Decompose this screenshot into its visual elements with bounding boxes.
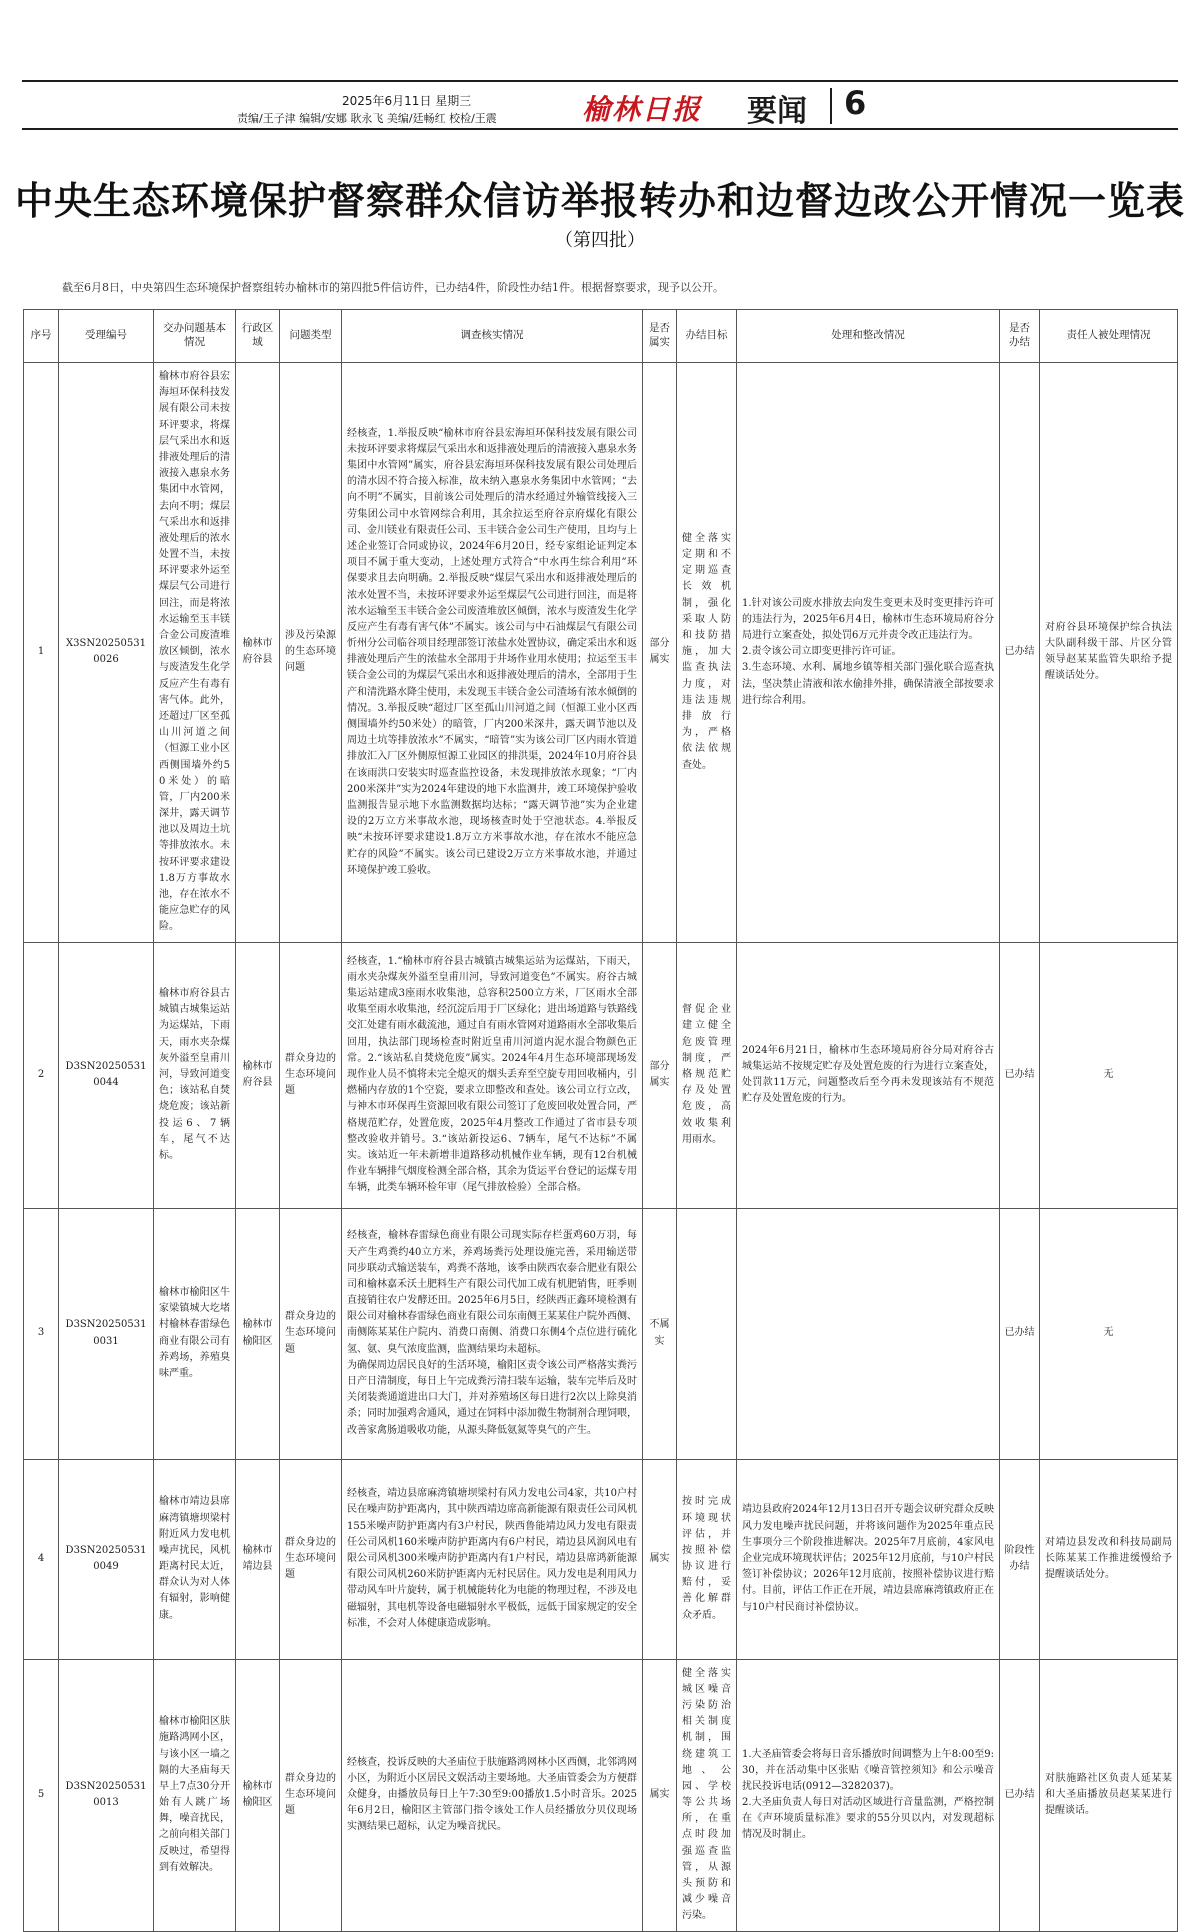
row-handling: [737, 1208, 1000, 1459]
issue-date: 2025年6月11日 星期三: [342, 94, 472, 108]
table-row: [24, 363, 1178, 943]
row-problem: 榆林市府谷县宏海垣环保科技发展有限公司未按环评要求，将煤层气采出水和返排液处理后的清液接入惠泉水务集团中水管网，去向不明；煤层气采出水和返排液处理后的浓水处置不当，未按环评要求外运至煤层气公司进行回注，而是将浓水运输至玉丰镁合金公司废渣堆放区倾倒，浓水与废渣发生化学反应产生有毒有害气体。此外，还超过厂区至孤山川河道之间（恒源工业小区西侧围墙外约50米处）的暗管，厂内200米深井，露天调节池以及周边土坑等排放浓水。未按环评要求建设1.8万方事故水池，存在浓水不能应急贮存的风险。: [154, 363, 236, 943]
row-goal: 督促企业建立健全危废管理制度，严格规范贮存及处置危废，高效收集利用雨水。: [677, 942, 737, 1208]
row-code: X3SN202505310026: [59, 363, 154, 943]
table-row: [24, 1208, 1178, 1459]
row-done: 已办结: [1000, 1208, 1040, 1459]
row-problem: 榆林市府谷县古城镇古城集运站为运煤站，下雨天，雨水夹杂煤灰外溢至皇甫川河，导致河道变色；该站私自焚烧危废；该站新投运6、7辆车，尾气不达标。: [154, 942, 236, 1208]
row-code: D3SN202505310049: [59, 1459, 154, 1659]
row-region: 榆林市榆阳区: [236, 1659, 280, 1931]
row-true-status: 部分属实: [643, 363, 677, 943]
row-type: 群众身边的生态环境问题: [280, 942, 342, 1208]
row-region: 榆林市府谷县: [236, 363, 280, 943]
row-responsible: 无: [1040, 1208, 1178, 1459]
row-code: D3SN202505310044: [59, 942, 154, 1208]
row-done: 已办结: [1000, 942, 1040, 1208]
row-handling: 1.大圣庙管委会将每日音乐播放时间调整为上午8:00至9:30，并在活动集中区张贴《噪音管控须知》和公示噪音扰民投诉电话(0912—3282037)。 2.大圣庙负责人每日对活动区域进行音量监测，严格控制在《声环境质量标准》要求的55分贝以内，对发现超标情况及时制止。: [737, 1659, 1000, 1931]
row-investigation: 经核查，1.举报反映“榆林市府谷县宏海垣环保科技发展有限公司未按环评要求将煤层气采出水和返排液处理后的清液接入惠泉水务集团中水管网”属实，府谷县宏海垣环保科技发展有限公司处理后的清水因不符合接入标准，故未纳入惠泉水务集团中水管网；“去向不明”不属实，目前该公司处理后的清水经通过外输管线接入三劳集团公司中水管网综合利用，其余拉运至府谷京府煤化有限公司、金川镁业有限责任公司、玉丰镁合金公司生产使用，且均与上述企业签订合同或协议，2024年6月20日，经专家组论证判定本项目不属于重大变动，上述处理方式符合“中水再生综合利用”环保要求且去向明确。2.举报反映“煤层气采出水和返排液处理后的浓水处置不当，未按环评要求外运至煤层气公司进行回注，而是将浓水运输至玉丰镁合金公司废渣堆放区倾倒，浓水与废渣发生化学反应产生有毒有害气体”不属实。该公司与中石油煤层气有限公司忻州分公司临谷项目经理部签订浓盐水处置协议，确定采出水和返排液处理后产生的浓盐水全部用于井场作业用水使用；拉运至玉丰镁合金公司的为煤层气采出水和返排液处理后的清水，全部用于生产和清洗路水降尘使用，未发现玉丰镁合金公司渣场有浓水倾倒的情况。3.举报反映“超过厂区至孤山川河道之间（恒源工业小区西侧围墙外约50米处）的暗管，厂内200米深井，露天调节池以及周边土坑等排放浓水”不属实，“暗管”实为该公司厂区内雨水管道排放汇入厂区外侧原恒源工业园区的排洪渠，2024年10月府谷县在该雨洪口安装实时巡查监控设备，未发现排放浓水现象；“厂内200米深井”实为2024年建设的地下水监测井，竣工环境保护验收监测报告显示地下水监测数据均达标；“露天调节池”实为企业建设的2万立方米事故水池，现场核查时处于空池状态。4.举报反映“未按环评要求建设1.8万立方米事故水池，存在浓水不能应急贮存的风险”不属实。该公司已建设2万立方米事故水池，并通过环境保护竣工验收。: [342, 363, 643, 943]
newspaper-logo: 榆林日报: [582, 93, 703, 126]
row-handling: 1.针对该公司废水排放去向发生变更未及时变更排污许可的违法行为，2025年6月4日，榆林市生态环境局府谷分局进行立案查处，拟处罚6万元并责令改正违法行为。 2.责令该公司立即变更排污许可证。 3.生态环境、水利、属地乡镇等相关部门强化联合巡查执法，坚决禁止清液和浓水偷排外排，确保清液全部按要求进行综合利用。: [737, 363, 1000, 943]
header-handling: 处理和整改情况: [737, 310, 1000, 363]
row-type: 涉及污染源的生态环境问题: [280, 363, 342, 943]
row-goal: [677, 1208, 737, 1459]
page-number: 6: [844, 84, 867, 122]
row-responsible: 无: [1040, 942, 1178, 1208]
intro-text: 截至6月8日，中央第四生态环境保护督察组转办榆林市的第四批5件信访件，已办结4件，阶段性办结1件。根据督察要求，现予以公开。: [62, 281, 724, 294]
row-true-status: 不属实: [643, 1208, 677, 1459]
row-true-status: 属实: [643, 1659, 677, 1931]
row-handling: 靖边县政府2024年12月13日召开专题会议研究群众反映风力发电噪声扰民问题，并将该问题作为2025年重点民生事项分三个阶段推进解决。2025年7月底前，4家风电企业完成环境现状评估；2025年12月底前，与10户村民签订补偿协议；2026年12月底前，按照补偿协议进行赔付。目前，评估工作正在开展，靖边县席麻湾镇政府正在与10户村民商讨补偿协议。: [737, 1459, 1000, 1659]
masthead: [22, 68, 1178, 130]
header-region: 行政区域: [236, 310, 280, 363]
row-investigation: 经核查，靖边县席麻湾镇塘坝梁村有风力发电公司4家，共10户村民在噪声防护距离内，其中陕西靖边席高新能源有限责任公司风机155米噪声防护距离内有3户村民，陕西鲁能靖边风力发电有限责任公司风机160米噪声防护距离内有6户村民，靖边县风润风电有限公司风机300米噪声防护距离内有1户村民，靖边县席鸿新能源有限公司风机260米防护距离内无村民居住。风力发电是利用风力带动风车叶片旋转，属于机械能转化为电能的物理过程，不涉及电磁辐射，其电机等设备电磁辐射水平极低，远低于国家规定的安全标准，不会对人体健康造成影响。: [342, 1459, 643, 1659]
row-problem: 榆林市榆阳区牛家梁镇城大圪堵村榆林春雷绿色商业有限公司有养鸡场，养殖臭味严重。: [154, 1208, 236, 1459]
row-type: 群众身边的生态环境问题: [280, 1659, 342, 1931]
row-responsible: 对靖边县发改和科技局副局长陈某某工作推进缓慢给予提醒谈话处分。: [1040, 1459, 1178, 1659]
row-region: 榆林市靖边县: [236, 1459, 280, 1659]
row-investigation: 经核查，榆林春雷绿色商业有限公司现实际存栏蛋鸡60万羽，每天产生鸡粪约40立方米，养鸡场粪污处理设施完善，采用输送带同步联动式输送装车，鸡粪不落地，该季由陕西农泰合肥业有限公司和榆林嘉禾沃土肥料生产有限公司代加工成有机肥销售，旺季则直接销往农户发酵还田。2025年6月5日，经陕西正鑫环境检测有限公司对榆林春雷绿色商业有限公司东南侧王某某住户院外西侧、南侧陈某某住户院内、消费口南侧、消费口东侧4个点位进行硫化氢、氨、臭气浓度监测，监测结果均未超标。 为确保周边居民良好的生活环境，榆阳区责令该公司严格落实粪污日产日清制度，每日上午完成粪污清扫装车运输，装车完毕后及时关闭装粪通道进出口大门，并对养殖场区每日进行2次以上除臭消杀；同时加强鸡舍通风，通过在饲料中添加微生物制剂合理饲喂，改善家禽肠道吸收功能，从源头降低氨氮等臭气的产生。: [342, 1208, 643, 1459]
page-title: 中央生态环境保护督察群众信访举报转办和边督边改公开情况一览表: [14, 179, 1185, 223]
table-row: [24, 942, 1178, 1208]
header-no: 序号: [24, 310, 59, 363]
page-subtitle: （第四批）: [555, 230, 645, 251]
section-name: 要闻: [747, 94, 807, 129]
row-no: 2: [24, 942, 59, 1208]
row-type: 群众身边的生态环境问题: [280, 1208, 342, 1459]
row-done: 已办结: [1000, 363, 1040, 943]
row-done: 已办结: [1000, 1659, 1040, 1931]
header-type: 问题类型: [280, 310, 342, 363]
row-type: 群众身边的生态环境问题: [280, 1459, 342, 1659]
header-done: 是否办结: [1000, 310, 1040, 363]
row-responsible: 对府谷县环境保护综合执法大队副科级干部、片区分管领导赵某某监管失职给予提醒谈话处分。: [1040, 363, 1178, 943]
masthead-bottom-rule: [22, 128, 1178, 130]
row-true-status: 属实: [643, 1459, 677, 1659]
header-true: 是否属实: [643, 310, 677, 363]
header-problem: 交办问题基本情况: [154, 310, 236, 363]
row-code: D3SN202505310013: [59, 1659, 154, 1931]
cases-table: [23, 309, 1178, 1932]
section-divider: [830, 88, 832, 124]
row-problem: 榆林市榆阳区肤施路鸿网小区，与该小区一墙之隔的大圣庙每天早上7点30分开始有人跳广场舞，噪音扰民，之前向相关部门反映过，希望得到有效解决。: [154, 1659, 236, 1931]
row-goal: 按时完成环境现状评估，并按照补偿协议进行赔付，妥善化解群众矛盾。: [677, 1459, 737, 1659]
row-investigation: 经核查，投诉反映的大圣庙位于肤施路鸿网林小区西侧，北邻鸿网小区，为附近小区居民文娱活动主要场地。大圣庙管委会为方便群众健身，由播放员每日上午7:30至9:00播放1.5小时音乐。2025年6月2日，榆阳区主管部门指令该处工作人员经播放分贝仪现场实测结果已超标，认定为噪音扰民。: [342, 1659, 643, 1931]
row-code: D3SN202505310031: [59, 1208, 154, 1459]
header-responsible: 责任人被处理情况: [1040, 310, 1178, 363]
row-no: 1: [24, 363, 59, 943]
header-goal: 办结目标: [677, 310, 737, 363]
row-true-status: 部分属实: [643, 942, 677, 1208]
header-code: 受理编号: [59, 310, 154, 363]
row-no: 5: [24, 1659, 59, 1931]
row-region: 榆林市府谷县: [236, 942, 280, 1208]
row-goal: 健全落实城区噪音污染防治相关制度机制，围绕建筑工地、公园、学校等公共场所，在重点时段加强巡查监管，从源头预防和减少噪音污染。: [677, 1659, 737, 1931]
row-done: 阶段性办结: [1000, 1459, 1040, 1659]
table-row: [24, 1659, 1178, 1931]
row-no: 3: [24, 1208, 59, 1459]
row-investigation: 经核查，1.“榆林市府谷县古城镇古城集运站为运煤站，下雨天，雨水夹杂煤灰外溢至皇甫川河，导致河道变色”不属实。府谷古城集运站建成3座雨水收集池，总容积2500立方米，厂区雨水全部收集至雨水收集池，经沉淀后用于厂区绿化；进出场道路与铁路线交汇处建有雨水截流池，通过自有雨水管网对道路雨水全部收集后回用，执法部门现场检查时附近皇甫川河道内泥水混合物颜色正常。2.“该站私自焚烧危废”属实。2024年4月生态环境部现场发现作业人员不慎将未完全熄灭的烟头丢弃至空旋专用回收桶内，引燃桶内存放的1个空瓷，要求立即整改和查处。该公司立行立改，与神木市环保再生资源回收有限公司签订了危废回收处置合同，严格规范贮存，处置危废，2025年4月整改工作通过了省市县专项整改验收并销号。3.“该站新投运6、7辆车，尾气不达标”不属实。该站近一年未新增非道路移动机械作业车辆，现有12台机械作业车辆排气烟度检测全部合格，其余为货运平台登记的运煤专用车辆，此类车辆环检年审（尾气排放检验）全部合格。: [342, 942, 643, 1208]
row-goal: 健全落实定期和不定期巡查长效机制，强化采取人防和技防措施，加大监查执法力度，对违法违规排放行为，严格依法依规查处。: [677, 363, 737, 943]
row-handling: 2024年6月21日，榆林市生态环境局府谷分局对府谷古城集运站不按规定贮存及处置危废的行为进行立案查处，处罚款11万元，问题整改后至今再未发现该站有不规范贮存及处置危废的行为。: [737, 942, 1000, 1208]
row-no: 4: [24, 1459, 59, 1659]
row-region: 榆林市榆阳区: [236, 1208, 280, 1459]
row-problem: 榆林市靖边县席麻湾镇塘坝梁村附近风力发电机噪声扰民，风机距离村民太近，群众认为对人体有辐射，影响健康。: [154, 1459, 236, 1659]
header-investigation: 调查核实情况: [342, 310, 643, 363]
row-responsible: 对肤施路社区负责人延某某和大圣庙播放员赵某某进行提醒谈话。: [1040, 1659, 1178, 1931]
editor-credits: 责编/王子津 编辑/安娜 耿永飞 美编/廷畅红 校检/王震: [237, 112, 497, 125]
table-header-row: [24, 310, 1178, 363]
table-row: [24, 1459, 1178, 1659]
masthead-top-rule: [22, 80, 1178, 82]
